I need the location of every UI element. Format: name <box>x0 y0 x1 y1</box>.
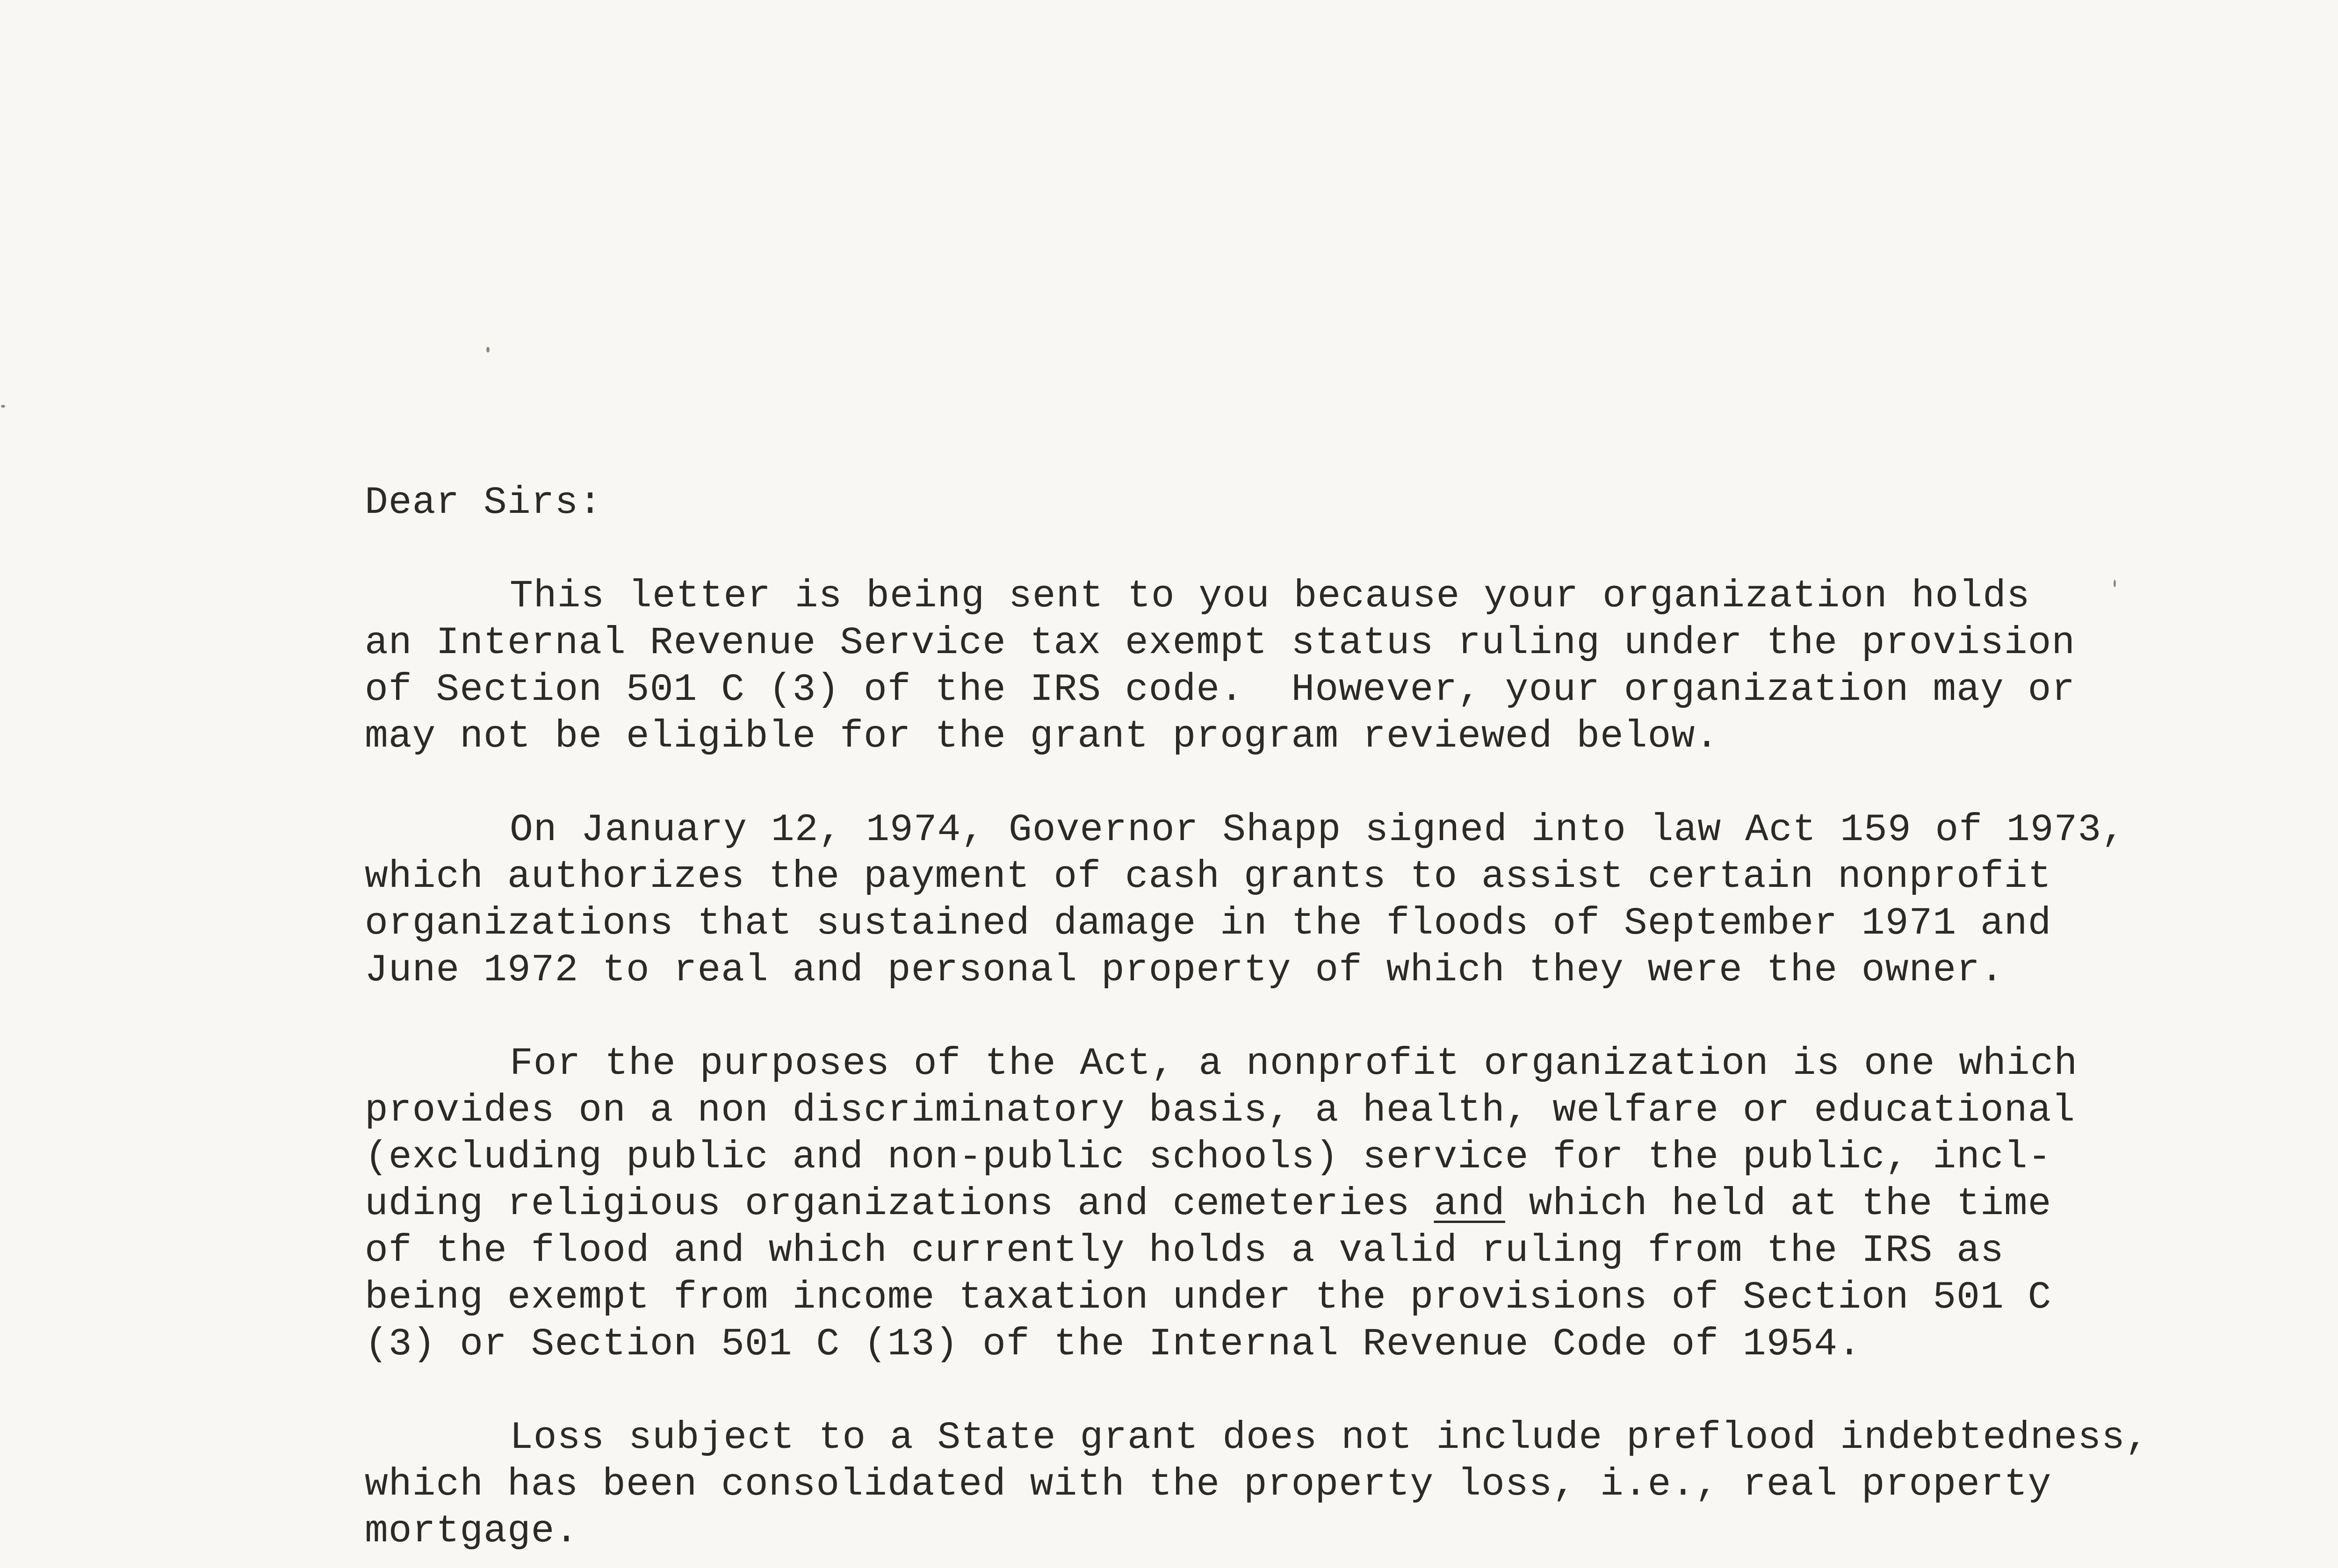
paragraph-line: organizations that sustained damage in the floods of September 1971 and <box>365 901 2052 945</box>
letter-body <box>365 479 2188 1568</box>
line-text: uding religious organizations and cemeteries <box>365 1182 1434 1226</box>
paragraph-line: being exempt from income taxation under the provisions of Section 501 C <box>365 1275 2052 1319</box>
paragraph-1 <box>365 573 2188 760</box>
paragraph-2 <box>365 806 2188 993</box>
line-text: which held at the time <box>1505 1182 2052 1226</box>
paragraph-line: Loss subject to a State grant does not include preflood indebtedness, <box>510 1416 2149 1460</box>
paragraph-line: mortgage. <box>365 1509 579 1553</box>
salutation: Dear Sirs: <box>365 481 603 525</box>
paragraph-line: This letter is being sent to you because your organization holds <box>510 574 2030 618</box>
paragraph-line: of the flood and which currently holds a valid ruling from the IRS as <box>365 1229 2004 1273</box>
paragraph-line-with-underline <box>365 1180 2188 1227</box>
paper-speck <box>486 347 490 352</box>
paragraph-line: (excluding public and non-public schools) service for the public, incl- <box>365 1135 2052 1179</box>
paragraph-line: On January 12, 1974, Governor Shapp signed into law Act 159 of 1973, <box>510 808 2125 852</box>
paragraph-line: June 1972 to real and personal property of which they were the owner. <box>365 948 2004 992</box>
paragraph-line: (3) or Section 501 C (13) of the Internal Revenue Code of 1954. <box>365 1322 1862 1366</box>
paragraph-line: provides on a non discriminatory basis, a health, welfare or educational <box>365 1088 2076 1132</box>
paragraph-line: which authorizes the payment of cash grants to assist certain nonprofit <box>365 855 2052 899</box>
paragraph-line: of Section 501 C (3) of the IRS code. However, your organization may or <box>365 668 2076 712</box>
paragraph-3 <box>365 1040 2188 1367</box>
paragraph-line: may not be eligible for the grant program reviewed below. <box>365 714 1719 758</box>
paragraph-line: which has been consolidated with the property loss, i.e., real property <box>365 1462 2052 1506</box>
paper-speck <box>1 405 5 408</box>
paragraph-line: an Internal Revenue Service tax exempt status ruling under the provision <box>365 621 2076 665</box>
paragraph-4 <box>365 1414 2188 1554</box>
paragraph-line: For the purposes of the Act, a nonprofit organization is one which <box>510 1042 2078 1086</box>
underlined-word: and <box>1434 1182 1505 1226</box>
